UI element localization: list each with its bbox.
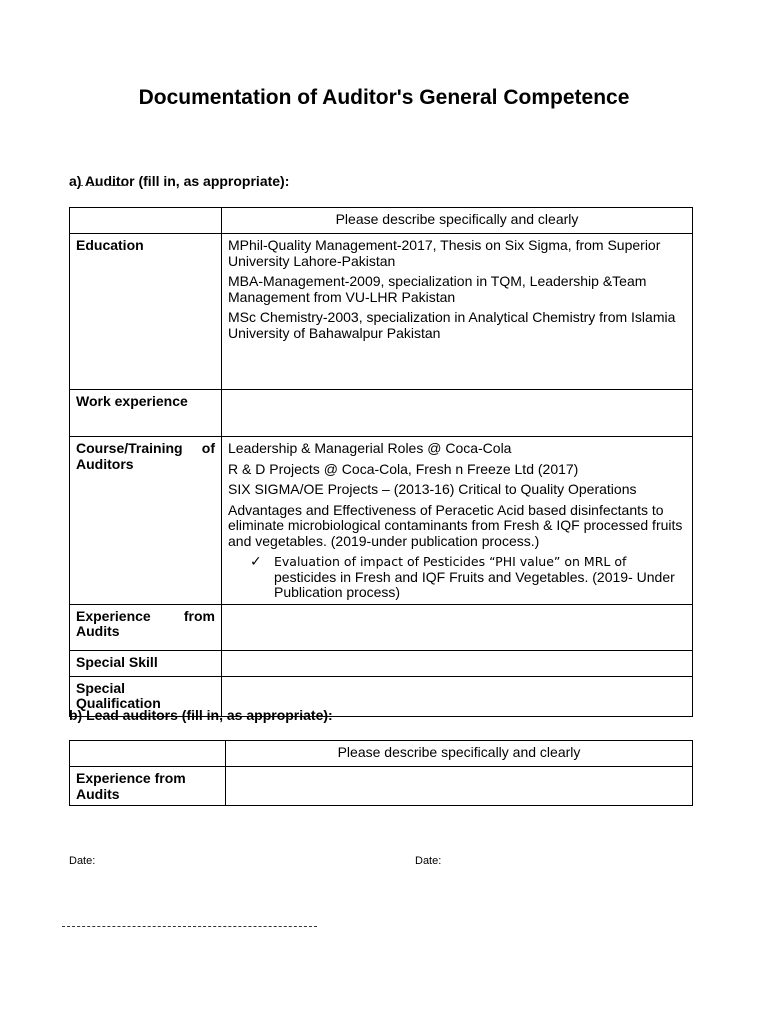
auditor-table xyxy=(69,207,693,717)
header-description-cell: Please describe specifically and clearly xyxy=(222,208,693,234)
checked-item-line1: Evaluation of impact of Pesticides “PHI value” on MRL of xyxy=(274,554,627,569)
special-skill-label: Special Skill xyxy=(70,650,222,676)
course-training-label xyxy=(70,437,222,605)
lead-experience-audits-label xyxy=(70,767,226,806)
experience-audits-label-word: Experience xyxy=(76,607,151,624)
section-a-heading: a) Auditor (fill in, as appropriate): xyxy=(69,173,290,189)
experience-audits-value[interactable] xyxy=(222,604,693,650)
checked-list-item xyxy=(228,554,686,601)
header-empty-cell xyxy=(70,208,222,234)
lead-experience-audits-row xyxy=(70,767,693,806)
table-header-row xyxy=(70,208,693,234)
signature-line[interactable] xyxy=(62,926,317,927)
checked-item-text xyxy=(274,554,686,601)
date-label-right: Date: xyxy=(415,855,442,867)
date-label-left: Date: xyxy=(69,855,96,867)
work-experience-row xyxy=(70,390,693,437)
page-title: Documentation of Auditor's General Competence xyxy=(138,86,630,109)
lead-experience-audits-label-line1: Experience from xyxy=(76,770,186,786)
checked-item-rest: pesticides in Fresh and IQF Fruits and Vegetables. (2019- Under Publication process) xyxy=(274,568,675,600)
experience-audits-label-word: from xyxy=(183,607,215,624)
education-entry: MSc Chemistry-2003, specialization in Analytical Chemistry from Islamia University of Bahawalpur Pakistan xyxy=(228,309,676,341)
course-entry: Leadership & Managerial Roles @ Coca-Cola xyxy=(228,440,512,456)
work-experience-value[interactable] xyxy=(222,390,693,437)
header-description-cell: Please describe specifically and clearly xyxy=(226,741,693,767)
table-header-row xyxy=(70,741,693,767)
experience-audits-row xyxy=(70,604,693,650)
checkmark-icon: ✓ xyxy=(250,553,262,569)
education-entry: MPhil-Quality Management-2017, Thesis on Six Sigma, from Superior University Lahore-Pakistan xyxy=(228,237,661,269)
education-value[interactable] xyxy=(222,234,693,390)
course-entry: R & D Projects @ Coca-Cola, Fresh n Freeze Ltd (2017) xyxy=(228,460,579,477)
course-training-row xyxy=(70,437,693,605)
special-skill-value[interactable] xyxy=(222,650,693,676)
experience-audits-label-line2: Audits xyxy=(76,623,120,639)
special-qualification-label-line2: Qualification xyxy=(76,695,161,711)
work-experience-label: Work experience xyxy=(70,390,222,437)
lead-experience-audits-value[interactable] xyxy=(226,767,693,806)
course-training-label-word: Course/Training xyxy=(76,440,183,456)
special-qualification-label-line1: Special xyxy=(76,679,126,696)
education-row xyxy=(70,234,693,390)
section-b-heading: b) Lead auditors (fill in, as appropriate): xyxy=(69,707,333,723)
experience-audits-label xyxy=(70,604,222,650)
special-skill-row xyxy=(70,650,693,676)
education-entry: MBA-Management-2009, specialization in TQM, Leadership &Team Management from VU-LHR Pakistan xyxy=(228,273,647,305)
course-training-label-word: of xyxy=(201,440,215,456)
lead-auditor-table xyxy=(69,740,693,806)
lead-experience-audits-label-line2: Audits xyxy=(76,785,120,802)
heading-strike-mark xyxy=(80,185,128,186)
course-entry: Advantages and Effectiveness of Peracetic Acid based disinfectants to eliminate microbiological contaminants from Fresh & IQF processed fruits and vegetables. (2019-under publication process.) xyxy=(228,501,683,549)
course-training-value[interactable] xyxy=(222,437,693,605)
education-label: Education xyxy=(70,234,222,390)
course-training-label-line2: Auditors xyxy=(76,455,134,472)
header-empty-cell xyxy=(70,741,226,767)
course-entry: SIX SIGMA/OE Projects – (2013-16) Critical to Quality Operations xyxy=(228,481,637,497)
